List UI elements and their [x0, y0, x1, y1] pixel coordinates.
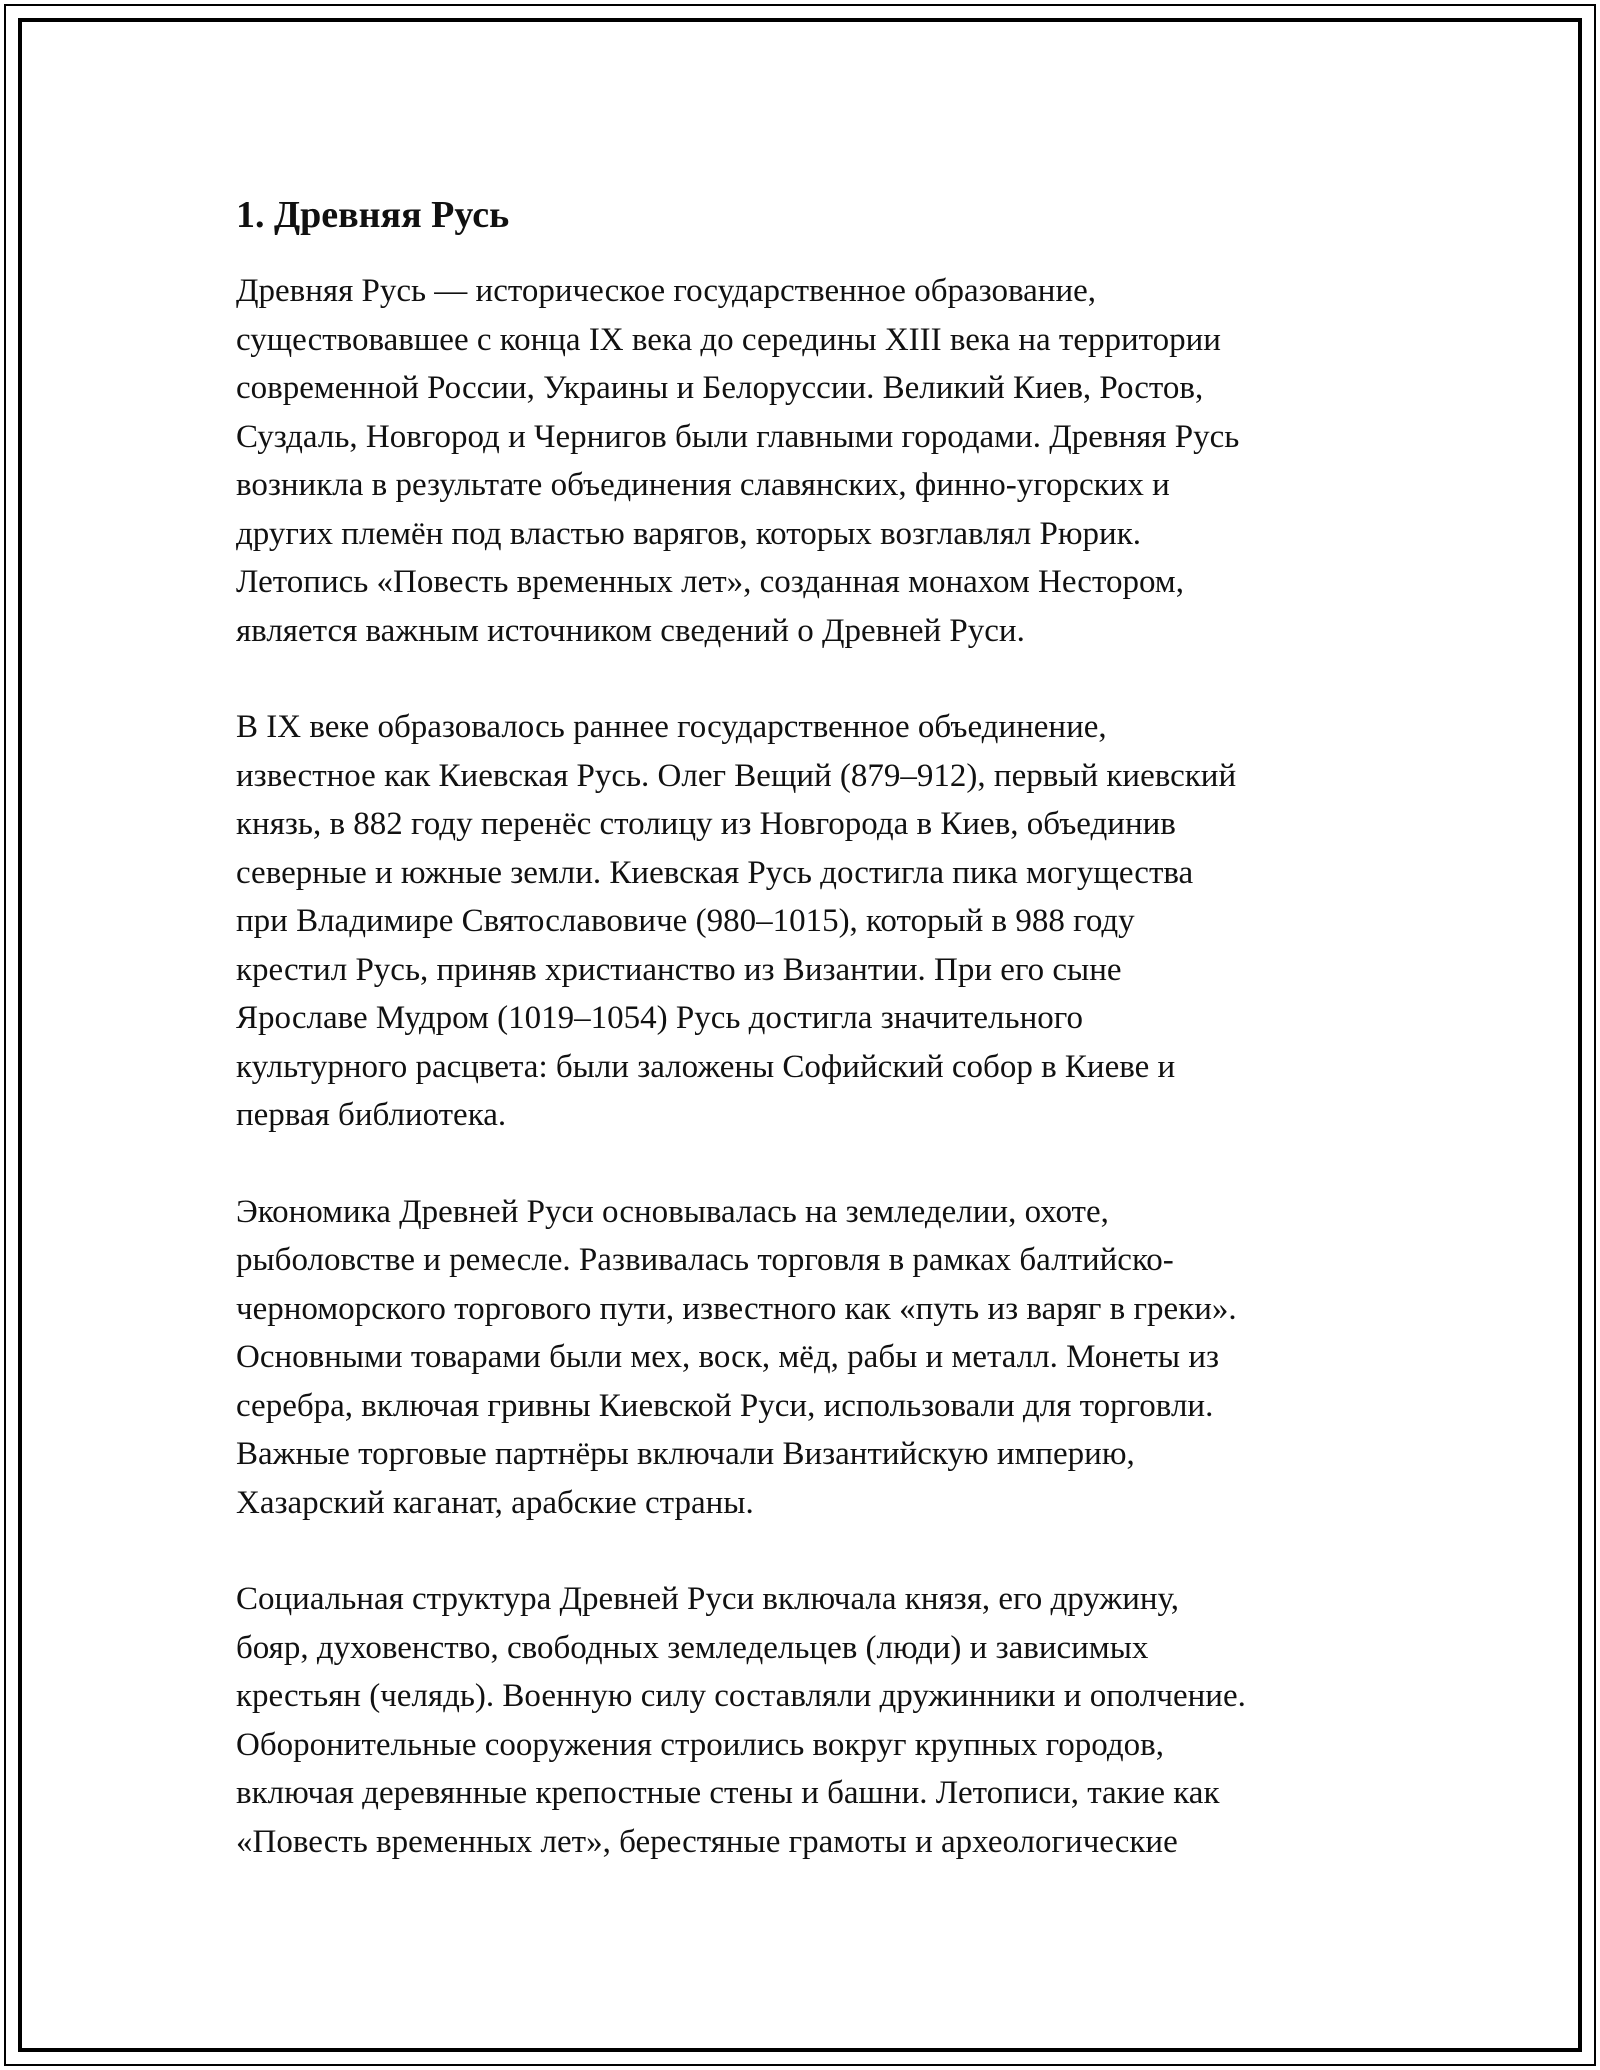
text-line: первая библиотека. [236, 1097, 507, 1133]
text-line: бояр, духовенство, свободных земледельцев (люди) и зависимых [236, 1629, 1149, 1666]
text-line: «Повесть временных лет», берестяные грамоты и археологические [236, 1823, 1178, 1860]
text-line: Древняя Русь — историческое государственное образование, [236, 273, 1096, 309]
paragraph-intro [236, 267, 1366, 655]
text-line: рыболовстве и ремесле. Развивалась торговля в рамках балтийско- [236, 1242, 1174, 1278]
paragraph-social-structure [236, 1575, 1366, 1866]
text-line: при Владимире Святославовиче (980–1015), который в 988 году [236, 903, 1135, 939]
text-line: Оборонительные сооружения строились вокруг крупных городов, [236, 1726, 1164, 1763]
text-line: известное как Киевская Русь. Олег Вещий (879–912), первый киевский [236, 757, 1237, 794]
paragraph-economy [236, 1188, 1366, 1528]
text-line: крестил Русь, приняв христианство из Византии. При его сыне [236, 951, 1122, 988]
text-line: черноморского торгового пути, известного как «путь из варяг в греки». [236, 1290, 1237, 1327]
text-line: Суздаль, Новгород и Чернигов были главными городами. Древняя Русь [236, 418, 1240, 455]
text-line: включая деревянные крепостные стены и башни. Летописи, такие как [236, 1775, 1220, 1811]
text-line: северные и южные земли. Киевская Русь достигла пика могущества [236, 854, 1194, 891]
text-line: крестьян (челядь). Военную силу составляли дружинники и ополчение. [236, 1678, 1246, 1714]
text-line: современной России, Украины и Белоруссии. Великий Киев, Ростов, [236, 370, 1204, 406]
text-line: Хазарский каганат, арабские страны. [236, 1484, 754, 1521]
text-line: князь, в 882 году перенёс столицу из Новгорода в Киев, объединив [236, 806, 1176, 842]
text-line: Социальная структура Древней Руси включала князя, его дружину, [236, 1581, 1179, 1617]
text-line: В IX веке образовалось раннее государственное объединение, [236, 709, 1107, 745]
text-line: Экономика Древней Руси основывалась на земледелии, охоте, [236, 1193, 1109, 1230]
text-line: других племён под властью варягов, которых возглавлял Рюрик. [236, 515, 1141, 552]
text-line: Летопись «Повесть временных лет», созданная монахом Нестором, [236, 564, 1184, 600]
paragraph-kievan-rus [236, 703, 1366, 1140]
section-heading: 1. Древняя Русь [236, 194, 510, 236]
document-body [236, 191, 1366, 1914]
text-line: культурного расцвета: были заложены Софийский собор в Киеве и [236, 1048, 1176, 1085]
text-line: Ярославе Мудром (1019–1054) Русь достигла значительного [236, 1000, 1083, 1036]
text-line: возникла в результате объединения славянских, финно-угорских и [236, 467, 1170, 503]
text-line: Основными товарами были мех, воск, мёд, рабы и металл. Монеты из [236, 1339, 1220, 1375]
text-line: Важные торговые партнёры включали Византийскую империю, [236, 1436, 1135, 1472]
text-line: является важным источником сведений о Древней Руси. [236, 612, 1025, 649]
text-line: серебра, включая гривны Киевской Руси, использовали для торговли. [236, 1387, 1214, 1424]
text-line: существовавшее с конца IX века до середины XIII века на территории [236, 321, 1221, 358]
